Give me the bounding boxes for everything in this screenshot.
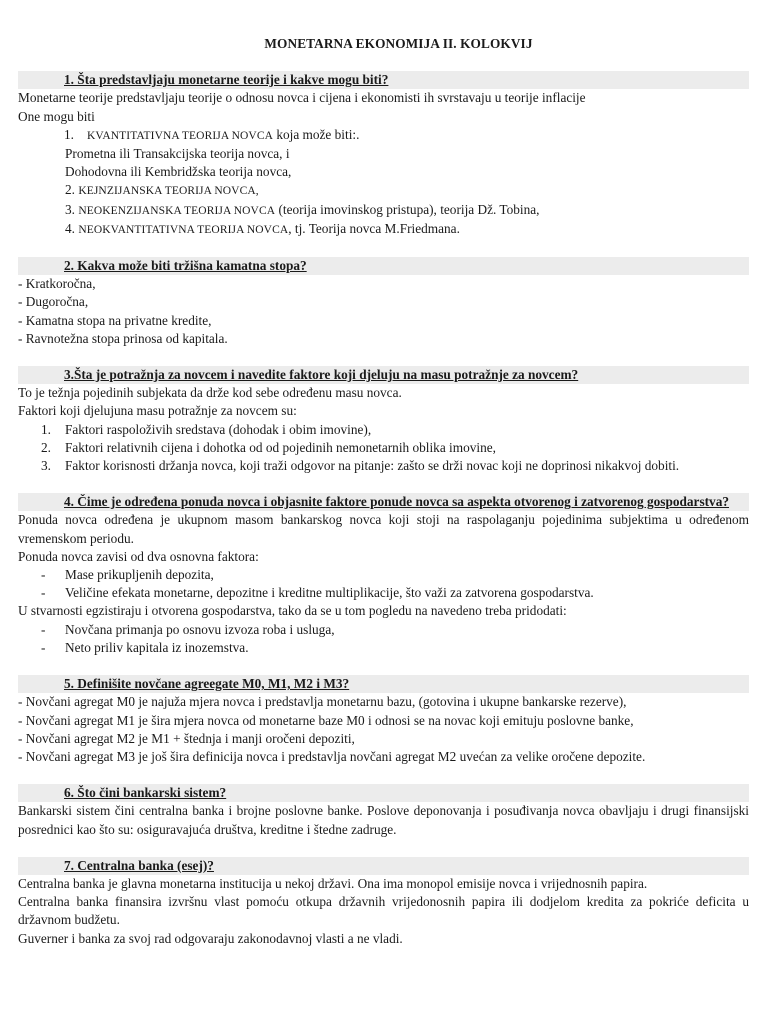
s5-line: - Novčani agregat M2 je M1 + štednja i manji oročeni depoziti, (18, 730, 355, 746)
s4-list-2 (18, 621, 749, 657)
question-3: 3.Šta je potražnja za novcem i navedite faktore koji djeluju na masu potražnje za novcem? (18, 366, 749, 384)
s4-list-1 (18, 566, 749, 602)
s3-p1: To je težnja pojedinih subjekata da drže kod sebe određenu masu novca. (18, 385, 402, 401)
question-7: 7. Centralna banka (esej)? (18, 857, 749, 875)
s5-line: - Novčani agregat M0 je najuža mjera novca i predstavlja monetarnu bazu, (gotovina i ukupne bankarske rezerve), (18, 694, 627, 710)
s2-line: - Kamatna stopa na privatne kredite, (18, 312, 212, 328)
list-item: - Neto priliv kapitala iz inozemstva. (41, 639, 249, 655)
s1-item-3: 3. NEOKENZIJANSKA TEORIJA NOVCA (teorija imovinskog pristupa), teorija Dž. Tobina, (65, 201, 540, 217)
document-page (18, 0, 749, 948)
s2-line: - Dugoročna, (18, 294, 89, 310)
s1-sub-2: Dohodovna ili Kembridžska teorija novca, (65, 164, 292, 180)
question-1: 1. Šta predstavljaju monetarne teorije i kakve mogu biti? (18, 71, 749, 89)
list-item: - Veličine efekata monetarne, depozitne i kreditne multiplikacije, što važi za zatvorena gospodarstva. (41, 585, 594, 601)
s7-p3: Guverner i banka za svoj rad odgovaraju zakonodavnoj vlasti a ne vladi. (18, 930, 403, 946)
list-item: 1. Faktori raspoloživih sredstava (dohodak i obim imovine), (41, 421, 372, 437)
s4-p1: Ponuda novca određena je ukupnom masom bankarskog novca koji stoji na raspolaganju pojedinima subjektima u određenom vremenskom periodu. (18, 512, 749, 546)
list-item: 3. Faktor korisnosti držanja novca, koji traži odgovor na pitanje: zašto se drži novac koji ne doprinosi nikakvoj dobiti. (41, 458, 680, 474)
list-item: 2. Faktori relativnih cijena i dohotka od od pojedinih nemonetarnih oblika imovine, (41, 439, 496, 455)
question-2: 2. Kakva može biti tržišna kamatna stopa? (18, 257, 749, 275)
s6-p1: Bankarski sistem čini centralna banka i brojne poslovne banke. Poslove deponovanja i posuđivanja novca obavljaju i drugi finansijski posrednici kao što su: osiguravajuća društva, kreditne i štedne zadruge. (18, 803, 749, 837)
s1-lead: One mogu biti (18, 108, 95, 124)
s4-p2: Ponuda novca zavisi od dva osnovna faktora: (18, 548, 259, 564)
list-item: - Novčana primanja po osnovu izvoza roba i usluga, (41, 621, 335, 637)
question-4: 4. Čime je određena ponuda novca i objasnite faktore ponude novca sa aspekta otvorenog i zatvorenog gospodarstva? (18, 493, 749, 511)
s5-line: - Novčani agregat M3 je još šira definicija novca i predstavlja novčani agregat M2 uvećan za velike oročene depozite. (18, 748, 646, 764)
s1-item-2: 2. KEJNZIJANSKA TEORIJA NOVCA, (65, 182, 259, 198)
s2-line: - Ravnotežna stopa prinosa od kapitala. (18, 330, 228, 346)
s1-item-4: 4. NEOKVANTITATIVNA TEORIJA NOVCA, tj. Teorija novca M.Friedmana. (65, 220, 460, 236)
s4-p3: U stvarnosti egzistiraju i otvorena gospodarstva, tako da se u tom pogledu na navedeno treba pridodati: (18, 603, 567, 619)
s5-line: - Novčani agregat M1 je šira mjera novca od monetarne baze M0 i odnosi se na novac koji emituju poslovne banke, (18, 712, 634, 728)
s2-line: - Kratkoročna, (18, 276, 96, 292)
s1-sub-1: Prometna ili Transakcijska teorija novca, i (65, 146, 290, 162)
s7-p2: Centralna banka finansira izvršnu vlast pomoću otkupa državnih vrijedonosnih papira ili dodjelom kredita za pokriće deficita u državnom budžetu. (18, 894, 749, 928)
s1-intro: Monetarne teorije predstavljaju teorije o odnosu novca i cijena i ekonomisti ih svrstavaju u teorije inflacije (18, 90, 586, 106)
question-6: 6. Što čini bankarski sistem? (18, 784, 749, 802)
s3-p2: Faktori koji djelujuna masu potražnje za novcem su: (18, 403, 297, 419)
document-title: MONETARNA EKONOMIJA II. KOLOKVIJ (264, 36, 533, 51)
question-5: 5. Definišite novčane agreegate M0, M1, M2 i M3? (18, 675, 749, 693)
s1-item-1: 1. KVANTITATIVNA TEORIJA NOVCA koja može biti:. (64, 126, 360, 142)
s7-p1: Centralna banka je glavna monetarna institucija u nekoj državi. Ona ima monopol emisije novca i vrijednosnih papira. (18, 875, 648, 891)
list-item: - Mase prikupljenih depozita, (41, 567, 214, 583)
s3-list (18, 421, 749, 476)
